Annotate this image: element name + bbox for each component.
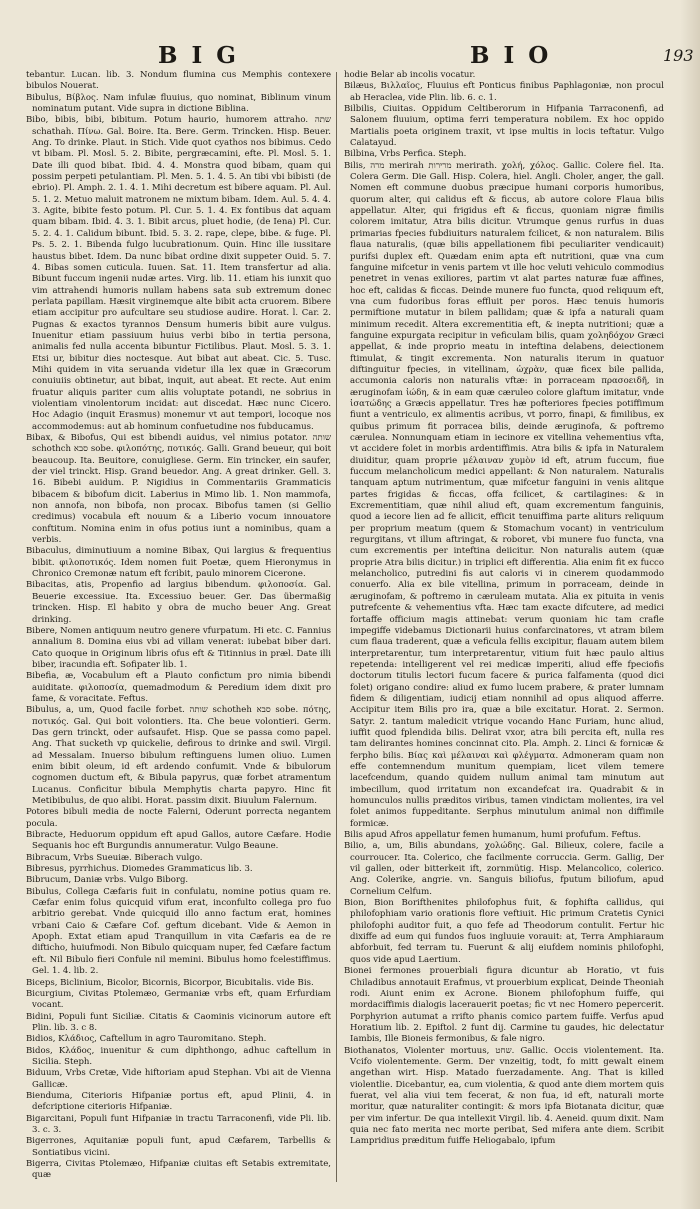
dictionary-entry: Bidos, Κλάδος, inuenitur & cum diphthongo, adhuc caftellum in Sicilia. Steph. [26,1045,331,1067]
page-number: 193 [663,46,694,65]
dictionary-entry: hodie Belar ab incolis vocatur. [344,70,476,80]
dictionary-entry: Bibracum, Vrbs Sueuiæ. Biberach vulgo. [26,852,203,863]
dictionary-entry: Bilis, מרה merirah מרירות merirath. χολή, χόλος. Gallic. Colere fiel. Ita. Colera Germ. Die Gall. Hisp. Colera, hiel. Angli. Choler, anger, the gall. Nomen eft commune duobus præcipue humani corporis humoribus, quorum alter, qui calidus eft & ficcus, ab autore colore Flaua bilis appellatur. Alter, qui frigidus eft & ficcus, quoniam nigræ fimilis colorem imitatur, Atra bilis dicitur. Vtrumque genus rurfus in duas primarias fpecies fubdiuiturs naturalem fcilicet, & non naturalem. Bilis flaua naturalis, (quæ bilis appellationem fibi peculiariter vendicauit) purifsi duplex eft. Quædam enim apta eft nutritioni, quæ vna cum fanguine mifcetur in venis partem vt ille hoc veluti vehiculo commodius penetret in venas exiliores, partim vt alat partes naturæ fuæ affines, hoc eft, calidas & ficcas. Deinde munere fuo functa, quod reliquum eft, vna cum fudoribus foras effluit per poros. Hæc tenuis humoris permiftione mutatur in bilem pallidam; quæ & ipfa a naturali quam minimum recedit. Altera excrementitia eft, & inepta nutritioni; quæ a fanguine expurgata recipitur in veficulam bilis, quam χοληδόχον Græci appellat, & inde proprio meatu in inteftina delabens, deiectionem ftimulat, & tingit excrementa. Non naturalis iterum in quatuor diftinguitur fpecies, in vitellinam, ὠχρὰν, quæ ficex bile pallida, accumonia caloris non naturalis vftæ: in porraceam πρασοειδῆ, in æruginofam ἰώδη, & in eam quæ cæruleo colore glaftum imitatur, vnde ἰσατώδης a Græcis appellatur. Tres hæ pofteriores fpecies potiffimum fiunt a ventriculo, ex alimentis acribus, vt porro, finapi, & fimilibus, ex quibus primum fit porracea bilis, deinde æruginofa, & poftremo cærulea. Nonnunquam etiam in iecinore ex vitellina vehementius vfta, vt accidere folet in morbis ardentiffimis. Atra bilis & ipfa in Naturalem diuiditur, quam proprie μέλαιναν χυμὸν id eft, atrum fuccum, fiue fuccum melancholicum medici appellant: & Non naturalem. Naturalis tanquam aptum nutrimentum, quæ mifcetur fanguini in venis alitque partes frigidas & ficcas, offa fcilicet, & cartilagines: & in Excrementitiam, quæ nihil aliud eft, quam excrementum fanguinis, quod a iecore lien ad fe allicit, efficit tenuiffima parte aliturs reliquum per proprium meatum (quem & Stomachum vocant) in ventriculum regurgitans, vt illum aftringat, & roboret, vbi munere fuo functa, vna cum excrementis per inteftina deiicitur. Non naturalis autem (quæ proprie Atra bilis dicitur.) in triplici eft differentia. Alia enim fit ex fucco melancholico, putredini fis aut caloris vi in cinerem quodammodo conuerfo. Alia ex bile vitellina, primum in porraceam, deinde in æruginofam, & poftremo in cæruleam mutata. Alia ex pituita in venis putrefcente & vehementius vfta. Hæc tam exacte difcutere, ad medici fortaffe officium magis attinebat: verum quoniam hic tam crafle impegiffe videbamus Dictionarii huius confarcinatores, vt atram bilem cum flaua traderent, quæ a veficula fellis excipitur, flauam autem bilem interpretarentur, tum interpretarentur, vitium fuit hæc paulo altius repetenda: intelligerent vel rei medicæ imperiti, aliud effe fpeciofis doctorum titulis lectori fucum facere & purica falfamenta (quod dici folet) origano condire: aliud ex fumo lucem prabere, & prater lumnam fidem & diligentiam, iudicij etiam nonnihil ad opus aliquod afferre. Accipitur item Bilis pro ira, quæ a bile excitatur. Horat. 2. Sermon. Satyr. 2. tantum maledicit vtrique vocando Hanc Furiam, hunc aliud, iuffit quod fplendida bilis. Delirat vxor, atra bili percita eft, nulla res tam delirantes homines concinnat cito. Pla. Amph. 2. Linci & fornicæ & ferpho bilis. Βίας καὶ μέλαιναι καὶ φλέγματα. Admoneram quam non effe contemnendum munitum quempiam, licet vilem temere lacefcendum, quando quidem nullum animal tam minutum aut imbecillum, quod irritatum non excandefcat ira. Quadrabit & in homunculos nullis præditos viribus, tamen vindictam molientes, ira vel folet animos fuppeditante. Serphus minutulum animal non diffimile formicæ. [344,160,664,829]
dictionary-entry: Bibresus, pyrrhichus. Diomedes Grammaticus lib. 3. [26,864,253,875]
dictionary-entry: Bibo, bibis, bibi, bibitum. Potum haurio, humorem attraho. שתה schathah. Πίνω. Gal. Boire. Ita. Bere. Germ. Trincken. Hisp. Beuer. Ang. To drinke. Plaut. in Stich. Vide quot cyathos nos bibimus. Cedo vt bibam. Pl. Mosl. 5. 2. Bibite, pergræcamini, efte. Pl. Mosl. 5. 1. Date illi quod bibat. Ibid. 4. 4. Monstra quod bibam, quam qui possim perpeti petulantiam. Pl. Men. 5. 1. 4. 5. An tibi vbi bibisti (de ebrio). Pl. Amph. 2. 1. 4. 1. Mihi decretum est bibere aquam. Pl. Aul. 5. 1. 2. Metuo maluit matronem ne mixtum bibam. Idem. Aul. 5. 4. 4. 3. Agite, bibite festo potum. Pl. Cur. 5. 1. 4. Ex fontibus dat aquam quam bibam. Ibid. 4. 3. 1. Bibit arcus, pluet hodie, (de Iena) Pl. Cur. 5. 2. 4. 1. Calidum bibunt. Ibid. 5. 3. 2. rape, clepe, bibe. & fuge. Pl. Ps. 5. 2. 1. Bibenda fulgo lucubrationum. Quin. Hinc ille iussitare haustus bibet. Idem. Da nunc bibat ordine dixit suppeter Ouid. 5. 7. 4. Bibas somen cuticula. Iuuen. Sat. 11. Item transfertur ad alia. Bibunt fuccum ingenii nudæ artes. Virg. lib. 11. etiam his iunxit quo vim attrahendi humoris nullam habens sata sub extremum donec perlata papillam. Hæsit virginemque alte bibit acta cruorem. Bibere etiam accipitur pro aufcultare seu studiose audire. Horat. l. Car. 2. Pugnas & exactos tyrannos Densum humeris bibit aure vulgus. Inuenitur etiam passiuum huius verbi bibo in tertia persona, animalis fed nulla accenta bibuntur Fictilibus. Plaut. Mosl. 5. 3. 1. Etsi ur, bibitur dies noctesque. Aut bibat aut abeat. Cic. 5. Tusc. Mihi quidem in vita seruanda videtur illa lex quæ in Græcorum conuiuiis obtinetur, aut bibat, inquit, aut abeat. Et recte. Aut enim fruatur aliquis pariter cum aliis voluptate potandi, ne sobrius in violentiam vinolentorum incidat: aut discedat. Hæc nunc Cicero. Hoc Adagio (inquit Erasmus) monemur vt aut tempori, locoque nos accommodemus: aut ab hominum confuetudine nos fubducamus. [26,115,331,432]
dictionary-entry: Bidios, Κλάδιος, Caftellum in agro Tauromitano. Steph. [26,1034,267,1045]
dictionary-entry: Bibulus, Βίβλος. Nam infulæ fluuius, quo nominat, Biblinum vinum nominatum putant. Vide supra in dictione Biblina. [26,92,331,115]
dictionary-entry: Bilbilis, Ciuitas. Oppidum Celtiberorum in Hifpania Tarraconenfi, ad Salonem fluuium, optima ferri temperatura nobilem. Ex hoc oppido Martialis poeta originem traxit, vt ipse multis in locis teftatur. Vulgo Calatayud. [344,104,664,149]
dictionary-entry: Biothanatos, Violenter mortuus, שחט. Gallic. Occis violentement. Ita. Vcifo violentemente. Germ. Der vnzeitig, todt, fo mitt gewalt einem angethan wirt. Hisp. Matado fuerzadamente. Ang. That is killed violentlie. Dicebantur, ea, cum violentia, & quod ante diem mortem quis fuerat, vel alia viui tem fecerat, & non fua, id eft, naturali morte moritur, quæ naturaliter contingit: & mors ipfa Biotanata dicitur, quæ per vim infertur. De qua intellexit Virgil. lib. 4. Aeneid. quum dixit. Nam quia nec fato merita nec morte peribat, Sed mifera ante diem. Scribit Lampridius præditum fuiffe Heliogabalo, ipfum [344,1045,664,1147]
dictionary-entry: Biceps, Biclinium, Bicolor, Bicornis, Bicorpor, Bicubitalis. vide Bis. [26,977,314,988]
dictionary-entry: Potores bibuli media de nocte Falerni, Oderunt porrecta negantem pocula. [26,807,331,829]
dictionary-entry: Bionei fermones prouerbiali figura dicuntur ab Horatio, vt fuis Chiladibus annotauit Erafmus, vt prouerbium explicat, Deinde Theoniah rodi. Aiunt enim ex Acrone. Bionem philofophum fuiffe, qui mordaciffimis dialogis lacerauerit poetas; fic vt nec Homero pepercerit. Porphyrion autumat a rrifto phanis comico partem fuiffe. Verfus apud Horatium lib. 2. Epiftol. 2 funt dij. Carmine tu gaudes, hic delectatur Iambis, Ille Bioneis fermonibus, & fale nigro. [344,966,664,1045]
dictionary-entry: Bibax, & Bibofus, Qui est bibendi auidus, vel nimius potator. שותה schothch סבא sobe. φιλοπότης, ποτικός. Galli. Grand beueur, qui boit beaucoup. Ita. Beuitore, conuigliese. Germ. Ein trincker, ein saufer, der viel trinckt. Hisp. Grand beuedor. Ang. A great drinker. Gell. 3. 16. Bibebi auidum. P. Nigidius in Commentariis Grammaticis bibacem & bibofum dicit. Laberius in Mimo lib. 1. Non mammofa, non annofa, non bibofa, non procax. Bibofus tamen (si Gellio credimus) vocabula eft nouum & a Liberio vocum innouatore conftitum. Nomina enim in ofus potius iunt a nominibus, quam a verbis. [26,433,332,546]
dictionary-entry: Bienduma, Citerioris Hifpaniæ portus eft, apud Plinii, 4. in defcriptione citerioris Hifpaniæ. [26,1090,331,1113]
dictionary-entry: Bigerra, Civitas Ptolemæo, Hifpaniæ ciuitas eft Setabis extremitate, quæ [26,1159,331,1181]
dictionary-entry: tebantur. Lucan. lib. 3. Nondum flumina cus Memphis contexere bibulos Nouerat. [26,70,331,92]
dictionary-entry: Bibaculus, diminutiuum a nomine Bibax, Qui largius & frequentius bibit. φιλοποτικός. Idem nomen fuit Poetæ, quem Hieronymus in Chronico Cremonæ natum eft fcribit, paulo minorem Cicerone. [26,546,331,580]
dictionary-entry: Bigarcitani, Populi funt Hifpaniæ in tractu Tarraconenfi, vide Pli. lib. 3. c. 3. [26,1113,331,1135]
dictionary-entry: Bigerrones, Aquitaniæ populi funt, apud Cæfarem, Tarbellis & Sontiatibus vicini. [26,1136,331,1158]
dictionary-entry: Bibulus, a, um, Quod facile forbet. שותה schotheh סבא sobe. πότης, ποτικός. Gal. Qui boit volontiers. Ita. Che beue volontieri. Germ. Das gern trinckt, oder aufsaufet. Hisp. Que se passa como papel. Ang. That sucketh vp quickelie, defirous to drinke and swil. Virgil. ad Messalam. Inuerso bibulum reftinguens lumen oliuo. Lumen enim bibit oleum, id eft ardendo confumit. Vnde & bibulorum cognomen ductum eft, & Bibula papyrus, quæ forbet atramentum Lucanus. Conficitur bibula Memphytis charta papyro. Hinc fit Metibibulus, de quo alibi. Horat. passim dixit. Biuulum Falernum. [26,705,332,806]
running-header [0,42,700,72]
dictionary-entry: Bibrucum, Daniæ vrbs. Vulgo Biborg. [26,875,189,886]
dictionary-entry: Bibere, Nomen antiquum neutro genere vfurpatum. Hi etc. C. Fannius annalium 8. Domina eius vbi ad villam venerat: iubebat biber dari. Cato quoque in Originum libris ofus eft & Titinnius in præl. Date illi biber, iracundia eft. Sofipater lib. 1. [26,625,331,670]
dictionary-entry: Bilbina, Vrbs Perfica. Steph. [344,149,467,160]
dictionary-entry: Bibefia, æ, Vocabulum eft a Plauto confictum pro nimia bibendi auiditate. φιλοποσία, quemadmodum & Peredium idem dixit pro fame, & voracitate. Feftus. [26,671,331,704]
dictionary-entry: Bilæus, Βιλλαῖος, Fluuius eft Ponticus finibus Paphlagoniæ, non procul ab Heraclea, vide Plin. lib. 6. c. 1. [344,81,664,103]
left-column [26,70,331,1182]
left-running-title: BIG [158,42,250,69]
dictionary-entry: Bibacitas, atis, Propenfio ad largius bibendum. φιλοποσία. Gal. Beuerie excessiue. Ita. Excessiuo beuer. Ger. Das übermaßig trincken. Hisp. El habito y obra de mucho beuer Ang. Great drinking. [26,580,331,625]
dictionary-entry: Bidini, Populi funt Siciliæ. Citatis & Caominis vicinorum autore eft Plin. lib. 3. c 8. [26,1011,331,1033]
dictionary-entry: Bilis apud Afros appellatur femen humanum, humi profufum. Feftus. [344,830,641,841]
page-spine-shadow [680,0,700,1209]
dictionary-entry: Bibracte, Heduorum oppidum eft apud Gallos, autore Cæfare. Hodie Sequanis hoc eft Burgundis annumeratur. Vulgo Beaune. [26,830,331,852]
right-column [344,70,664,1148]
column-divider [336,72,337,1182]
dictionary-entry: Bilio, a, um, Bilis abundans, χολώδης. Gal. Bilieux, colere, facile a courroucer. Ita. Colerico, che facilmente corruccia. Germ. Gallig, Der vil gallen, oder bitterkeit ift, zornmütig. Hisp. Melancolico, colerico. Ang. Colerike, angrie. vn. Sanguis biliofus, fputum biliofum, apud Cornelium Celfum. [344,841,664,897]
dictionary-entry: Bicurgium, Civitas Ptolemæo, Germaniæ vrbs eft, quam Erfurdiam vocant. [26,988,331,1011]
right-running-title: BIO [470,42,563,69]
dictionary-entry: Bion, Bion Borifthenites philofophus fuit, & fophifta callidus, qui philofophiam vario orationis flore veftiuit. Hic primum Cratetis Cynici philofophi auditor fuit, a quo fefe ad Theodorum contulit. Fertur hic dixiffe ad eum qui fundos fuos ingluuie vorauit: at, Terra Amphiaraum abforbuit, fed terram tu. Fuerunt & alij eiufdem nominis philofophi, quos vide apud Laertium. [344,898,664,965]
dictionary-entry: Bibulus, Collega Cæfaris fuit in confulatu, nomine potius quam re. Cæfar enim folus quicquid vifum erat, inconfulto collega pro fuo arbitrio gerebat. Vnde quicquid illo anno factum erat, homines vrbani Caio & Cæfare Cof. geftum dicebant. Vide & Aemon in Apoph. Extat etiam apud Tranquillum in vita Cæfaris ea de re difticho, huiufmodi. Non Bibulo quicquam nuper, fed Cæfare factum eft. Nil Bibulo fieri Confule nil memini. Bibulus homo fcelestiffimus. Gel. 1. 4. lib. 2. [26,886,331,977]
dictionary-entry: Biduum, Vrbs Cretæ, Vide hiftoriam apud Stephan. Vbi ait de Vienna Gallicæ. [26,1068,331,1090]
